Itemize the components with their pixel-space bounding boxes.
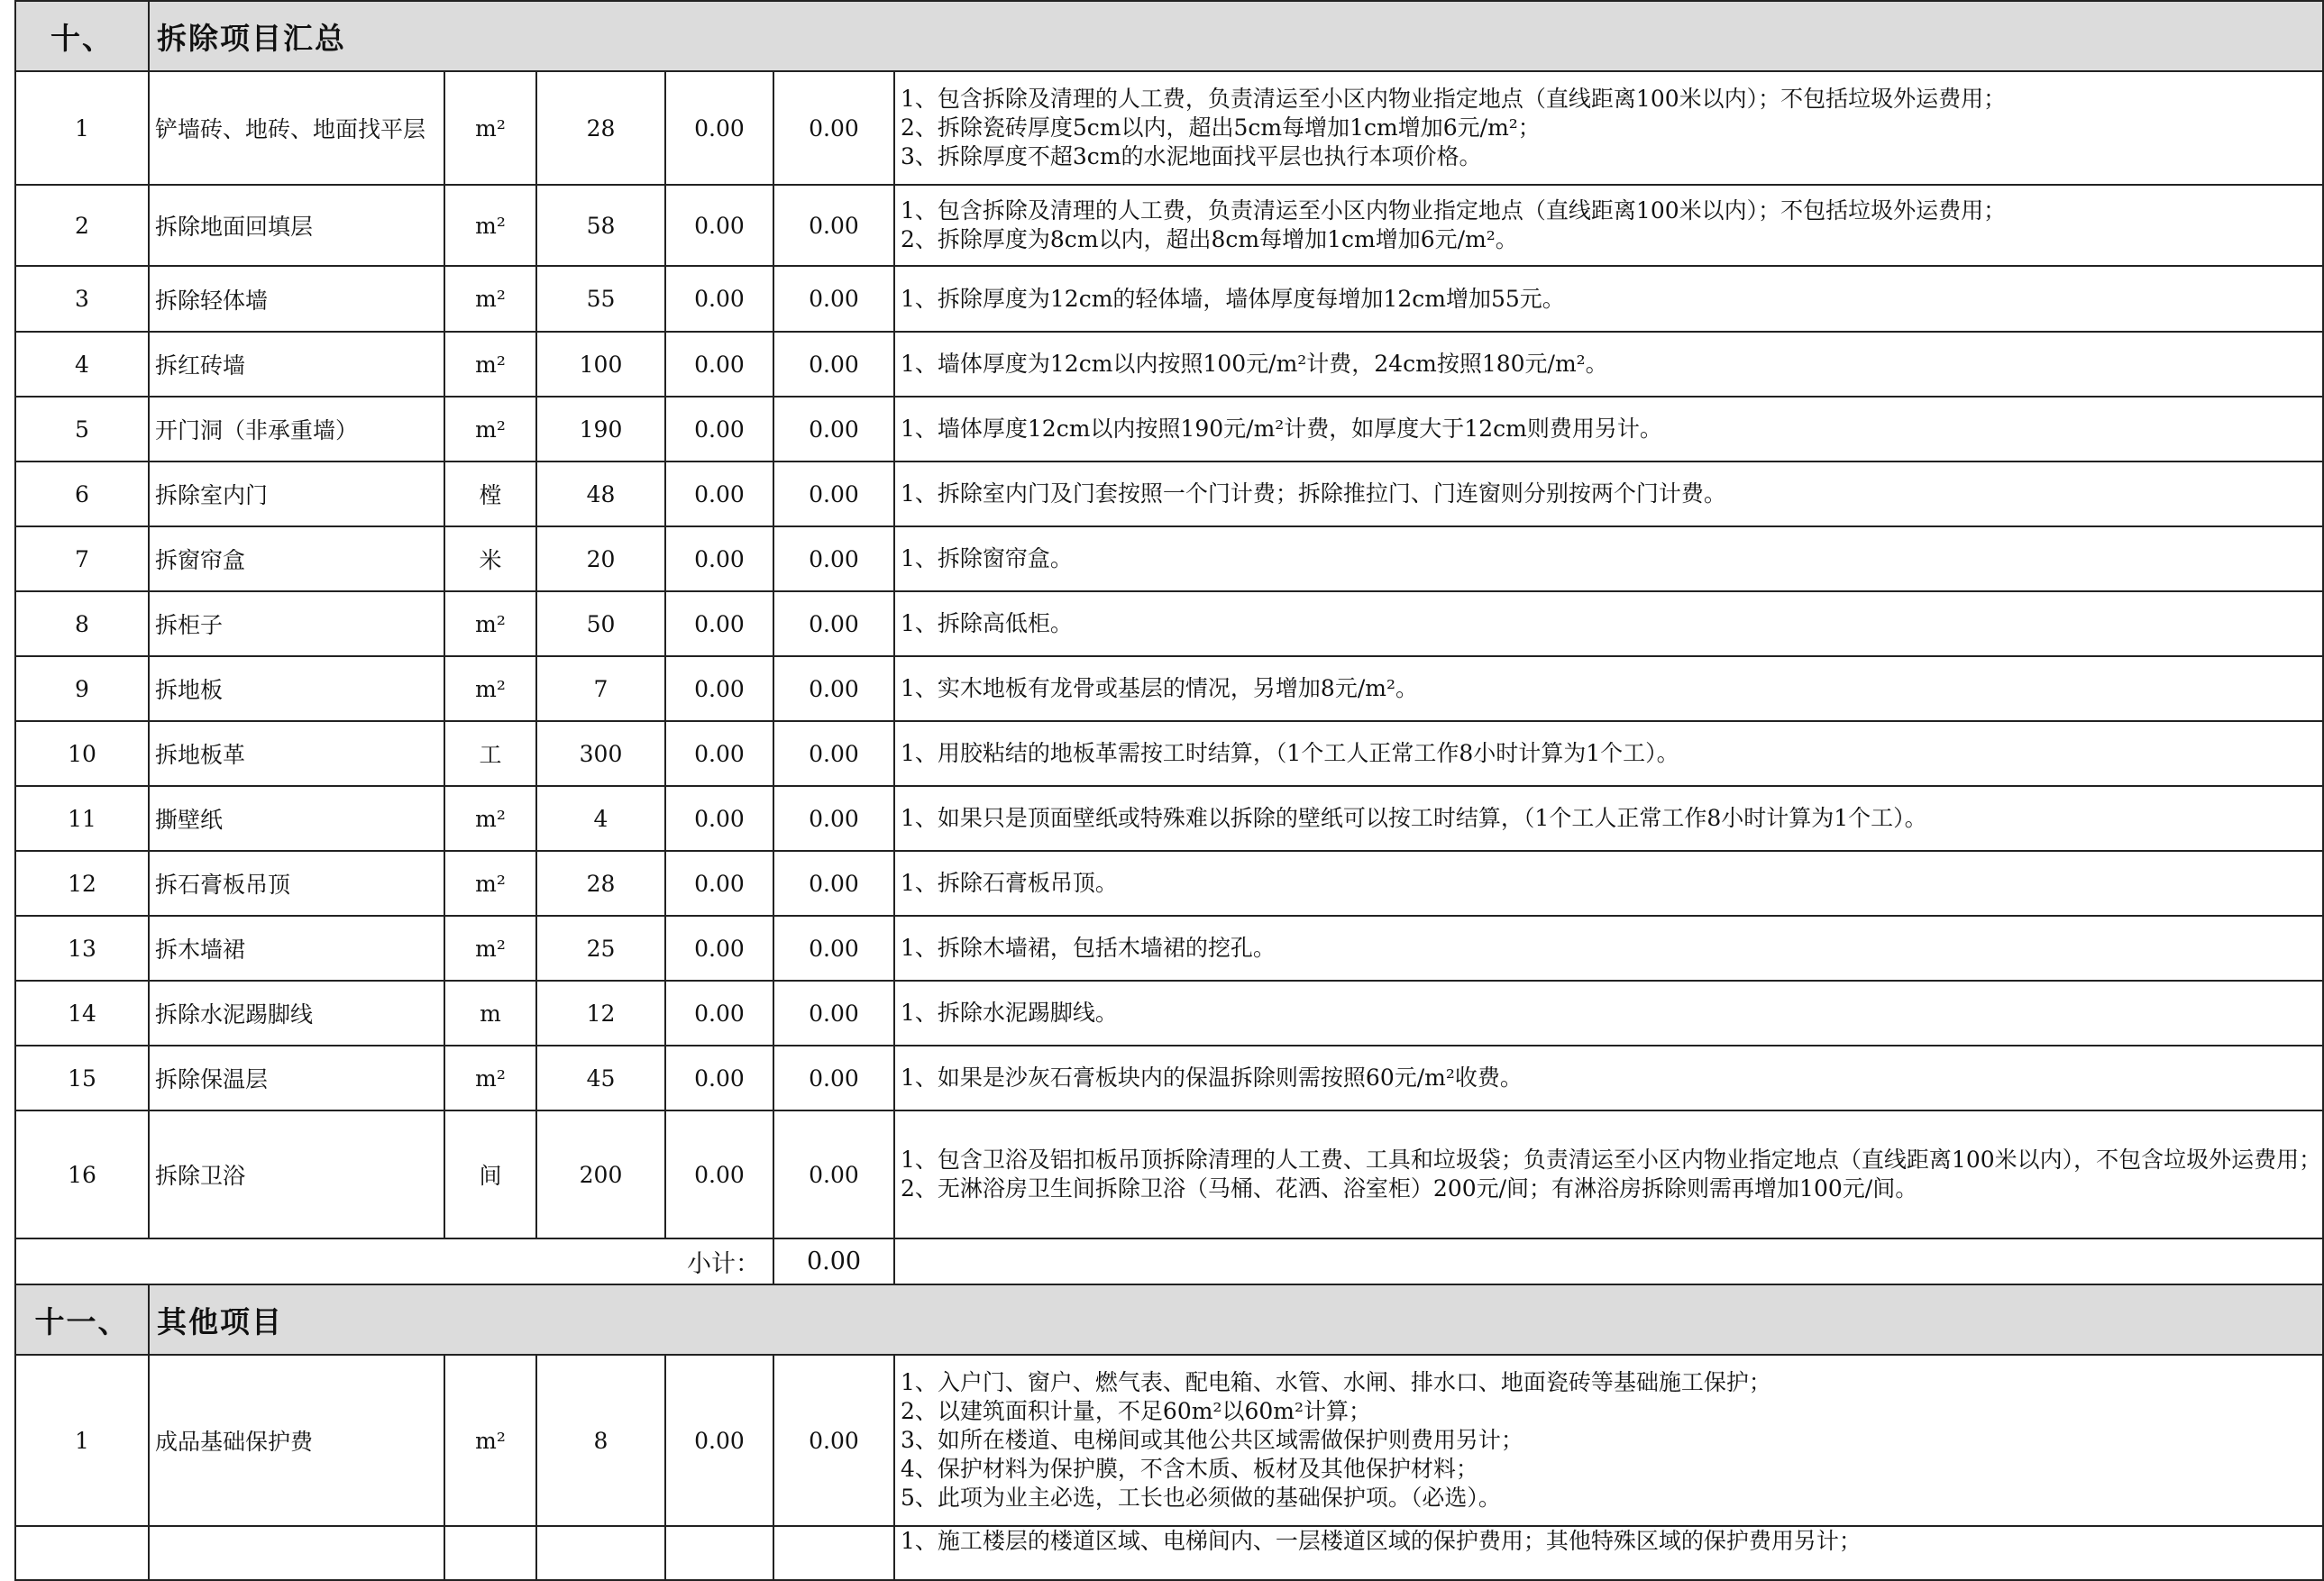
item-name: 拆除保温层 bbox=[149, 1046, 444, 1110]
section-title: 拆除项目汇总 bbox=[149, 1, 2323, 71]
item-name: 铲墙砖、地砖、地面找平层 bbox=[149, 71, 444, 185]
unit: 间 bbox=[444, 1110, 536, 1238]
quantity[interactable]: 0.00 bbox=[665, 1110, 773, 1238]
unit-price: 8 bbox=[536, 1355, 665, 1526]
notes bbox=[894, 851, 2323, 916]
row-number: 12 bbox=[15, 851, 149, 916]
notes bbox=[894, 591, 2323, 656]
amount: 0.00 bbox=[773, 462, 894, 526]
table-row bbox=[15, 981, 2323, 1046]
amount: 0.00 bbox=[773, 981, 894, 1046]
section-number: 十一、 bbox=[15, 1284, 149, 1355]
subtotal-row bbox=[15, 1238, 2323, 1284]
section-header bbox=[15, 1284, 2323, 1355]
note-line: 2、拆除瓷砖厚度5cm以内，超出5cm每增加1cm增加6元/m²； bbox=[901, 114, 1541, 141]
quantity[interactable]: 0.00 bbox=[665, 981, 773, 1046]
quantity[interactable]: 0.00 bbox=[665, 332, 773, 397]
unit: 樘 bbox=[444, 462, 536, 526]
unit: m² bbox=[444, 656, 536, 721]
notes bbox=[894, 266, 2323, 332]
notes bbox=[894, 71, 2323, 185]
row-number: 14 bbox=[15, 981, 149, 1046]
note-line: 1、拆除厚度为12cm的轻体墙，墙体厚度每增加12cm增加55元。 bbox=[901, 285, 1565, 312]
unit: m bbox=[444, 981, 536, 1046]
unit-price: 50 bbox=[536, 591, 665, 656]
unit-price: 48 bbox=[536, 462, 665, 526]
table-row bbox=[15, 332, 2323, 397]
quantity[interactable]: 0.00 bbox=[665, 851, 773, 916]
note-line: 1、包含拆除及清理的人工费，负责清运至小区内物业指定地点（直线距离100米以内）；不包括垃圾外运费用； bbox=[901, 86, 2007, 112]
row-number: 1 bbox=[15, 1355, 149, 1526]
unit: m² bbox=[444, 1355, 536, 1526]
item-name: 拆除室内门 bbox=[149, 462, 444, 526]
unit: m² bbox=[444, 397, 536, 462]
amount: 0.00 bbox=[773, 332, 894, 397]
quantity[interactable]: 0.00 bbox=[665, 397, 773, 462]
note-line: 3、如所在楼道、电梯间或其他公共区域需做保护则费用另计； bbox=[901, 1427, 1523, 1453]
note-line: 1、入户门、窗户、燃气表、配电箱、水管、水闸、排水口、地面瓷砖等基础施工保护； bbox=[901, 1369, 1771, 1395]
notes bbox=[894, 526, 2323, 591]
item-name: 拆木墙裙 bbox=[149, 916, 444, 981]
row-number: 6 bbox=[15, 462, 149, 526]
item-name: 拆窗帘盒 bbox=[149, 526, 444, 591]
table-row bbox=[15, 1110, 2323, 1238]
table-row bbox=[15, 526, 2323, 591]
amount: 0.00 bbox=[773, 786, 894, 851]
unit: 米 bbox=[444, 526, 536, 591]
subtotal-note bbox=[894, 1238, 2323, 1284]
unit-price: 12 bbox=[536, 981, 665, 1046]
unit-price: 100 bbox=[536, 332, 665, 397]
unit-price: 58 bbox=[536, 185, 665, 266]
item-name: 拆除地面回填层 bbox=[149, 185, 444, 266]
unit bbox=[444, 1526, 536, 1580]
row-number: 4 bbox=[15, 332, 149, 397]
amount: 0.00 bbox=[773, 851, 894, 916]
note-line: 1、拆除石膏板吊顶。 bbox=[901, 870, 1118, 896]
item-name: 拆除水泥踢脚线 bbox=[149, 981, 444, 1046]
row-number: 1 bbox=[15, 71, 149, 185]
note-line: 1、拆除室内门及门套按照一个门计费；拆除推拉门、门连窗则分别按两个门计费。 bbox=[901, 480, 1726, 507]
subtotal-label: 小计： bbox=[15, 1238, 773, 1284]
quantity[interactable]: 0.00 bbox=[665, 721, 773, 786]
unit-price: 300 bbox=[536, 721, 665, 786]
amount: 0.00 bbox=[773, 71, 894, 185]
note-line: 1、拆除高低柜。 bbox=[901, 610, 1073, 636]
item-name: 拆地板 bbox=[149, 656, 444, 721]
table-row bbox=[15, 786, 2323, 851]
unit: m² bbox=[444, 185, 536, 266]
unit: m² bbox=[444, 332, 536, 397]
quantity[interactable]: 0.00 bbox=[665, 786, 773, 851]
note-line: 2、拆除厚度为8cm以内，超出8cm每增加1cm增加6元/m²。 bbox=[901, 226, 1518, 252]
amount: 0.00 bbox=[773, 397, 894, 462]
unit: m² bbox=[444, 591, 536, 656]
amount: 0.00 bbox=[773, 1110, 894, 1238]
table-row bbox=[15, 266, 2323, 332]
table-row bbox=[15, 851, 2323, 916]
notes bbox=[894, 462, 2323, 526]
note-line: 1、墙体厚度为12cm以内按照100元/m²计费，24cm按照180元/m²。 bbox=[901, 351, 1608, 377]
table-row bbox=[15, 656, 2323, 721]
item-name: 拆地板革 bbox=[149, 721, 444, 786]
item-name: 拆红砖墙 bbox=[149, 332, 444, 397]
item-name: 开门洞（非承重墙） bbox=[149, 397, 444, 462]
item-name: 拆石膏板吊顶 bbox=[149, 851, 444, 916]
unit-price: 28 bbox=[536, 71, 665, 185]
unit: m² bbox=[444, 916, 536, 981]
notes bbox=[894, 786, 2323, 851]
unit-price: 20 bbox=[536, 526, 665, 591]
unit-price: 7 bbox=[536, 656, 665, 721]
amount: 0.00 bbox=[773, 721, 894, 786]
quantity[interactable]: 0.00 bbox=[665, 462, 773, 526]
quantity[interactable]: 0.00 bbox=[665, 591, 773, 656]
notes bbox=[894, 1110, 2323, 1238]
unit: m² bbox=[444, 266, 536, 332]
note-line: 1、拆除木墙裙，包括木墙裙的挖孔。 bbox=[901, 935, 1276, 961]
notes bbox=[894, 1526, 2323, 1580]
notes bbox=[894, 721, 2323, 786]
unit-price: 200 bbox=[536, 1110, 665, 1238]
section-title: 其他项目 bbox=[149, 1284, 2323, 1355]
row-number: 9 bbox=[15, 656, 149, 721]
row-number: 5 bbox=[15, 397, 149, 462]
quantity[interactable] bbox=[665, 1526, 773, 1580]
notes bbox=[894, 656, 2323, 721]
amount bbox=[773, 1526, 894, 1580]
note-line: 1、拆除窗帘盒。 bbox=[901, 545, 1073, 571]
item-name: 拆除卫浴 bbox=[149, 1110, 444, 1238]
quantity[interactable]: 0.00 bbox=[665, 1355, 773, 1526]
row-number: 16 bbox=[15, 1110, 149, 1238]
unit-price: 45 bbox=[536, 1046, 665, 1110]
unit-price: 55 bbox=[536, 266, 665, 332]
note-line: 2、无淋浴房卫生间拆除卫浴（马桶、花洒、浴室柜）200元/间；有淋浴房拆除则需再增加100元/间。 bbox=[901, 1175, 1918, 1202]
quantity[interactable]: 0.00 bbox=[665, 185, 773, 266]
unit: m² bbox=[444, 786, 536, 851]
unit-price: 28 bbox=[536, 851, 665, 916]
row-number: 10 bbox=[15, 721, 149, 786]
notes bbox=[894, 916, 2323, 981]
table-row bbox=[15, 591, 2323, 656]
amount: 0.00 bbox=[773, 266, 894, 332]
notes bbox=[894, 332, 2323, 397]
item-name: 成品基础保护费 bbox=[149, 1355, 444, 1526]
table-row bbox=[15, 721, 2323, 786]
quantity[interactable]: 0.00 bbox=[665, 266, 773, 332]
note-line: 3、拆除厚度不超3cm的水泥地面找平层也执行本项价格。 bbox=[901, 143, 1482, 169]
note-line: 5、此项为业主必选，工长也必须做的基础保护项。（必选）。 bbox=[901, 1485, 1501, 1511]
notes bbox=[894, 981, 2323, 1046]
quantity[interactable]: 0.00 bbox=[665, 916, 773, 981]
unit-price bbox=[536, 1526, 665, 1580]
row-number bbox=[15, 1526, 149, 1580]
unit-price: 4 bbox=[536, 786, 665, 851]
row-number: 13 bbox=[15, 916, 149, 981]
quote-table bbox=[14, 0, 2324, 1581]
unit: m² bbox=[444, 71, 536, 185]
table-row bbox=[15, 397, 2323, 462]
note-line: 1、实木地板有龙骨或基层的情况，另增加8元/m²。 bbox=[901, 675, 1418, 701]
item-name: 撕壁纸 bbox=[149, 786, 444, 851]
note-line: 4、保护材料为保护膜，不含木质、板材及其他保护材料； bbox=[901, 1456, 1478, 1482]
table-row bbox=[15, 185, 2323, 266]
quantity[interactable]: 0.00 bbox=[665, 71, 773, 185]
section-header bbox=[15, 1, 2323, 71]
unit: m² bbox=[444, 1046, 536, 1110]
amount: 0.00 bbox=[773, 656, 894, 721]
amount: 0.00 bbox=[773, 185, 894, 266]
note-line: 1、用胶粘结的地板革需按工时结算，（1个工人正常工作8小时计算为1个工）。 bbox=[901, 740, 1679, 766]
note-line: 1、如果只是顶面壁纸或特殊难以拆除的壁纸可以按工时结算，（1个工人正常工作8小时计算为1个工）。 bbox=[901, 805, 1927, 831]
row-number: 7 bbox=[15, 526, 149, 591]
row-number: 2 bbox=[15, 185, 149, 266]
quantity[interactable]: 0.00 bbox=[665, 526, 773, 591]
quantity[interactable]: 0.00 bbox=[665, 656, 773, 721]
amount: 0.00 bbox=[773, 591, 894, 656]
amount: 0.00 bbox=[773, 1355, 894, 1526]
unit-price: 190 bbox=[536, 397, 665, 462]
unit: m² bbox=[444, 851, 536, 916]
note-line: 2、以建筑面积计量，不足60m²以60m²计算； bbox=[901, 1398, 1371, 1424]
row-number: 15 bbox=[15, 1046, 149, 1110]
table-body bbox=[15, 1, 2323, 1580]
item-name bbox=[149, 1526, 444, 1580]
amount: 0.00 bbox=[773, 526, 894, 591]
unit: 工 bbox=[444, 721, 536, 786]
table-row bbox=[15, 1046, 2323, 1110]
row-number: 3 bbox=[15, 266, 149, 332]
amount: 0.00 bbox=[773, 916, 894, 981]
amount: 0.00 bbox=[773, 1046, 894, 1110]
item-name: 拆除轻体墙 bbox=[149, 266, 444, 332]
quantity[interactable]: 0.00 bbox=[665, 1046, 773, 1110]
row-number: 8 bbox=[15, 591, 149, 656]
table-row bbox=[15, 916, 2323, 981]
item-name: 拆柜子 bbox=[149, 591, 444, 656]
row-number: 11 bbox=[15, 786, 149, 851]
table-row bbox=[15, 1526, 2323, 1580]
notes bbox=[894, 397, 2323, 462]
notes bbox=[894, 185, 2323, 266]
table-row bbox=[15, 71, 2323, 185]
note-line: 1、如果是沙灰石膏板块内的保温拆除则需按照60元/m²收费。 bbox=[901, 1065, 1523, 1091]
note-line: 1、墙体厚度12cm以内按照190元/m²计费，如厚度大于12cm则费用另计。 bbox=[901, 416, 1662, 442]
note-line: 1、拆除水泥踢脚线。 bbox=[901, 1000, 1118, 1026]
note-line: 1、包含拆除及清理的人工费，负责清运至小区内物业指定地点（直线距离100米以内）；不包括垃圾外运费用； bbox=[901, 197, 2007, 224]
table-row bbox=[15, 462, 2323, 526]
notes bbox=[894, 1046, 2323, 1110]
note-line: 1、包含卫浴及铝扣板吊顶拆除清理的人工费、工具和垃圾袋；负责清运至小区内物业指定地点（直线距离100米以内），不包含垃圾外运费用； bbox=[901, 1147, 2322, 1173]
note-line: 1、施工楼层的楼道区域、电梯间内、一层楼道区域的保护费用；其他特殊区域的保护费用另计； bbox=[901, 1528, 1862, 1554]
section-number: 十、 bbox=[15, 1, 149, 71]
subtotal-value: 0.00 bbox=[773, 1238, 894, 1284]
notes bbox=[894, 1355, 2323, 1526]
unit-price: 25 bbox=[536, 916, 665, 981]
table-row bbox=[15, 1355, 2323, 1526]
